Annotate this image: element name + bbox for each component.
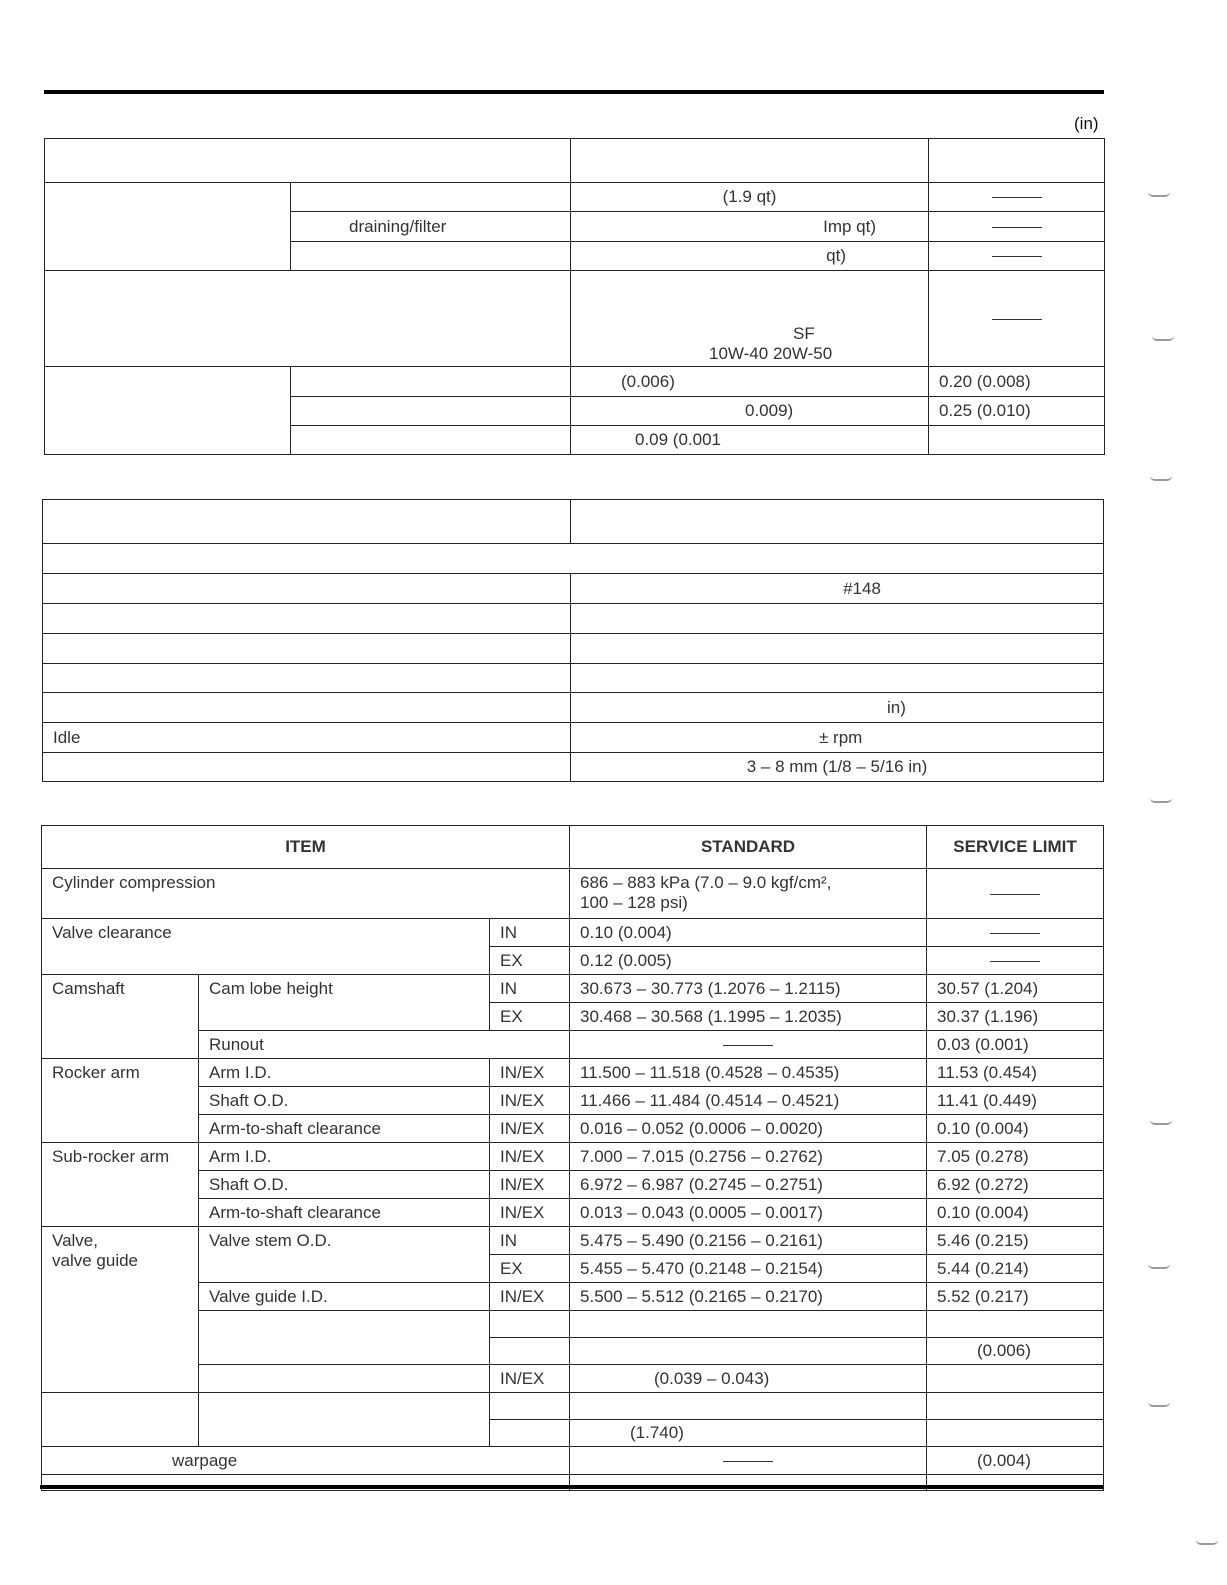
item-cell bbox=[43, 664, 571, 693]
side-cell: IN/EX bbox=[490, 1143, 570, 1171]
fuel-system-spec-table bbox=[42, 499, 1104, 782]
item-cell bbox=[45, 271, 571, 367]
dash-mark bbox=[990, 894, 1040, 895]
page-edge-mark bbox=[1148, 192, 1170, 197]
table-row bbox=[42, 1143, 1104, 1171]
limit-cell bbox=[927, 1393, 1104, 1420]
value-cell bbox=[571, 664, 1104, 693]
standard-header: STANDARD bbox=[570, 826, 927, 869]
standard-cell bbox=[571, 271, 929, 367]
service-limit-header: SERVICE LIMIT bbox=[927, 826, 1104, 869]
table-row bbox=[43, 693, 1104, 723]
header-cell bbox=[45, 139, 571, 183]
table-row bbox=[42, 1031, 1104, 1059]
standard-cell: 11.500 – 11.518 (0.4528 – 0.4535) bbox=[570, 1059, 927, 1087]
standard-cell bbox=[570, 1447, 927, 1475]
table-row bbox=[43, 753, 1104, 782]
dash-mark bbox=[992, 256, 1042, 257]
limit-cell bbox=[927, 1420, 1104, 1447]
sub-item-cell: Arm I.D. bbox=[199, 1143, 490, 1171]
table-row bbox=[43, 604, 1104, 634]
table-row bbox=[42, 1087, 1104, 1115]
page-edge-mark bbox=[1148, 1264, 1170, 1269]
side-cell: IN/EX bbox=[490, 1087, 570, 1115]
side-cell: IN/EX bbox=[490, 1365, 570, 1393]
limit-cell: 0.10 (0.004) bbox=[927, 1115, 1104, 1143]
cylinder-compression-label: Cylinder compression bbox=[42, 869, 570, 919]
limit-cell bbox=[927, 1365, 1104, 1393]
standard-cell: 5.500 – 5.512 (0.2165 – 0.2170) bbox=[570, 1283, 927, 1311]
table-header-row bbox=[43, 500, 1104, 544]
sub-item-cell bbox=[199, 1365, 490, 1393]
standard-cell: 0.09 (0.001 bbox=[571, 426, 929, 455]
table-row bbox=[42, 1447, 1104, 1475]
item-cell bbox=[291, 242, 571, 271]
item-header: ITEM bbox=[42, 826, 570, 869]
page-edge-mark bbox=[1150, 476, 1172, 481]
item-cell bbox=[43, 574, 571, 604]
limit-cell: 5.46 (0.215) bbox=[927, 1227, 1104, 1255]
sub-item-cell bbox=[199, 1311, 490, 1365]
side-cell: EX bbox=[490, 1255, 570, 1283]
valve-label-line2: valve guide bbox=[52, 1251, 139, 1270]
dash-mark bbox=[992, 319, 1042, 320]
table-row bbox=[42, 1199, 1104, 1227]
page-edge-mark bbox=[1150, 1120, 1172, 1125]
camshaft-label: Camshaft bbox=[42, 975, 199, 1059]
header-cell bbox=[929, 139, 1105, 183]
item-cell bbox=[291, 183, 571, 212]
header-cell bbox=[43, 500, 571, 544]
standard-cell bbox=[570, 1311, 927, 1338]
standard-cell: (0.039 – 0.043) bbox=[570, 1365, 927, 1393]
sub-item-cell: Shaft O.D. bbox=[199, 1087, 490, 1115]
group-label bbox=[42, 1393, 199, 1447]
standard-cell: Imp qt) bbox=[571, 212, 929, 242]
limit-cell: 11.53 (0.454) bbox=[927, 1059, 1104, 1087]
side-cell: IN bbox=[490, 919, 570, 947]
limit-cell bbox=[929, 183, 1105, 212]
standard-cell: 5.475 – 5.490 (0.2156 – 0.2161) bbox=[570, 1227, 927, 1255]
standard-cell: 7.000 – 7.015 (0.2756 – 0.2762) bbox=[570, 1143, 927, 1171]
oil-viscosity: 10W-40 20W-50 bbox=[709, 344, 833, 363]
side-cell bbox=[490, 1311, 570, 1338]
item-cell: Idle bbox=[43, 723, 571, 753]
standard-cell: 30.673 – 30.773 (1.2076 – 1.2115) bbox=[570, 975, 927, 1003]
limit-cell: (0.006) bbox=[927, 1338, 1104, 1365]
table-row bbox=[43, 544, 1104, 574]
table-row bbox=[45, 367, 1105, 397]
limit-cell bbox=[929, 271, 1105, 367]
item-cell bbox=[43, 634, 571, 664]
side-cell: IN/EX bbox=[490, 1199, 570, 1227]
rocker-arm-label: Rocker arm bbox=[42, 1059, 199, 1143]
table-header-row bbox=[42, 826, 1104, 869]
limit-cell: 0.03 (0.001) bbox=[927, 1031, 1104, 1059]
table-row bbox=[42, 975, 1104, 1003]
sub-rocker-arm-label: Sub-rocker arm bbox=[42, 1143, 199, 1227]
dash-mark bbox=[723, 1045, 773, 1046]
sub-item-cell: Shaft O.D. bbox=[199, 1171, 490, 1199]
top-rule bbox=[44, 90, 1104, 94]
table-row bbox=[42, 1227, 1104, 1255]
value-cell: in) bbox=[571, 693, 1104, 723]
group-label bbox=[45, 367, 291, 455]
limit-cell: (0.004) bbox=[927, 1447, 1104, 1475]
dash-mark bbox=[992, 197, 1042, 198]
limit-cell: 30.37 (1.196) bbox=[927, 1003, 1104, 1031]
side-cell bbox=[490, 1393, 570, 1420]
compression-line1: 686 – 883 kPa (7.0 – 9.0 kgf/cm², bbox=[580, 873, 832, 892]
unit-label: (in) bbox=[1074, 114, 1099, 133]
page-edge-mark bbox=[1150, 798, 1172, 803]
limit-cell: 30.57 (1.204) bbox=[927, 975, 1104, 1003]
standard-cell: 5.455 – 5.470 (0.2148 – 0.2154) bbox=[570, 1255, 927, 1283]
limit-cell: 0.20 (0.008) bbox=[929, 367, 1105, 397]
sub-item-cell bbox=[199, 1393, 490, 1447]
valve-clearance-label: Valve clearance bbox=[42, 919, 490, 975]
standard-cell: 0.016 – 0.052 (0.0006 – 0.0020) bbox=[570, 1115, 927, 1143]
table-row bbox=[43, 723, 1104, 753]
cam-lobe-height-label: Cam lobe height bbox=[199, 975, 490, 1031]
value-cell: ± rpm bbox=[571, 723, 1104, 753]
standard-cell bbox=[570, 1338, 927, 1365]
limit-cell bbox=[927, 919, 1104, 947]
limit-cell: 11.41 (0.449) bbox=[927, 1087, 1104, 1115]
side-cell: IN bbox=[490, 975, 570, 1003]
limit-cell bbox=[927, 1311, 1104, 1338]
item-cell bbox=[43, 693, 571, 723]
side-cell bbox=[490, 1338, 570, 1365]
side-cell: IN bbox=[490, 1227, 570, 1255]
table-row bbox=[42, 1283, 1104, 1311]
limit-cell: 5.52 (0.217) bbox=[927, 1283, 1104, 1311]
standard-cell: 0.12 (0.005) bbox=[570, 947, 927, 975]
standard-cell: 6.972 – 6.987 (0.2745 – 0.2751) bbox=[570, 1171, 927, 1199]
standard-cell: (0.006) bbox=[571, 367, 929, 397]
value-cell bbox=[571, 634, 1104, 664]
warpage-label: warpage bbox=[42, 1447, 570, 1475]
value-cell bbox=[571, 604, 1104, 634]
side-cell: EX bbox=[490, 1003, 570, 1031]
table-row bbox=[42, 1365, 1104, 1393]
limit-cell bbox=[929, 426, 1105, 455]
page-edge-mark bbox=[1152, 336, 1174, 341]
oil-grade: SF bbox=[793, 324, 815, 343]
table-row bbox=[42, 1059, 1104, 1087]
item-cell: draining/filter bbox=[291, 212, 571, 242]
value-cell: 3 – 8 mm (1/8 – 5/16 in) bbox=[571, 753, 1104, 782]
side-cell: IN/EX bbox=[490, 1059, 570, 1087]
side-cell: IN/EX bbox=[490, 1171, 570, 1199]
section-row bbox=[43, 544, 1104, 574]
standard-cell bbox=[570, 1393, 927, 1420]
valve-stem-od-label: Valve stem O.D. bbox=[199, 1227, 490, 1283]
table-row bbox=[42, 1115, 1104, 1143]
standard-cell bbox=[570, 869, 927, 919]
standard-cell: (1.9 qt) bbox=[571, 183, 929, 212]
limit-cell: 0.10 (0.004) bbox=[927, 1199, 1104, 1227]
standard-cell: 0.10 (0.004) bbox=[570, 919, 927, 947]
limit-cell bbox=[927, 947, 1104, 975]
sub-item-cell: Valve guide I.D. bbox=[199, 1283, 490, 1311]
valve-label-line1: Valve, bbox=[52, 1231, 98, 1250]
side-cell bbox=[490, 1420, 570, 1447]
header-cell bbox=[571, 500, 1104, 544]
side-cell: IN/EX bbox=[490, 1115, 570, 1143]
side-cell: IN/EX bbox=[490, 1283, 570, 1311]
cylinder-head-spec-table bbox=[41, 825, 1104, 1491]
item-cell bbox=[43, 604, 571, 634]
table-row bbox=[42, 1393, 1104, 1420]
standard-cell: 11.466 – 11.484 (0.4514 – 0.4521) bbox=[570, 1087, 927, 1115]
item-cell bbox=[43, 753, 571, 782]
page-edge-mark bbox=[1196, 1540, 1218, 1545]
limit-cell: 7.05 (0.278) bbox=[927, 1143, 1104, 1171]
sub-item-cell: Arm-to-shaft clearance bbox=[199, 1199, 490, 1227]
table-row bbox=[43, 634, 1104, 664]
lubrication-spec-table bbox=[44, 138, 1105, 455]
dash-mark bbox=[723, 1461, 773, 1462]
limit-cell bbox=[929, 212, 1105, 242]
standard-cell: 0.009) bbox=[571, 397, 929, 426]
limit-cell: 6.92 (0.272) bbox=[927, 1171, 1104, 1199]
standard-cell: (1.740) bbox=[570, 1420, 927, 1447]
page-edge-mark bbox=[1148, 1402, 1170, 1407]
bottom-rule bbox=[40, 1485, 1103, 1489]
dash-mark bbox=[990, 961, 1040, 962]
table-row bbox=[45, 271, 1105, 367]
table-row bbox=[43, 574, 1104, 604]
table-row bbox=[42, 1311, 1104, 1338]
sub-item-cell: Arm-to-shaft clearance bbox=[199, 1115, 490, 1143]
limit-cell bbox=[927, 869, 1104, 919]
standard-cell: qt) bbox=[571, 242, 929, 271]
table-header-row bbox=[45, 139, 1105, 183]
limit-cell bbox=[929, 242, 1105, 271]
value-cell: #148 bbox=[571, 574, 1104, 604]
dash-mark bbox=[992, 227, 1042, 228]
header-cell bbox=[571, 139, 929, 183]
standard-cell bbox=[570, 1031, 927, 1059]
table-row bbox=[42, 919, 1104, 947]
compression-line2: 100 – 128 psi) bbox=[580, 893, 688, 912]
standard-cell: 0.013 – 0.043 (0.0005 – 0.0017) bbox=[570, 1199, 927, 1227]
table-row bbox=[42, 1171, 1104, 1199]
table-row bbox=[43, 664, 1104, 693]
limit-cell: 0.25 (0.010) bbox=[929, 397, 1105, 426]
dash-mark bbox=[990, 933, 1040, 934]
item-cell bbox=[291, 397, 571, 426]
valve-guide-label bbox=[42, 1227, 199, 1393]
side-cell: EX bbox=[490, 947, 570, 975]
item-cell bbox=[291, 367, 571, 397]
table-row bbox=[45, 183, 1105, 212]
runout-label: Runout bbox=[199, 1031, 570, 1059]
item-cell bbox=[291, 426, 571, 455]
table-row bbox=[42, 869, 1104, 919]
group-label bbox=[45, 183, 291, 271]
standard-cell: 30.468 – 30.568 (1.1995 – 1.2035) bbox=[570, 1003, 927, 1031]
sub-item-cell: Arm I.D. bbox=[199, 1059, 490, 1087]
limit-cell: 5.44 (0.214) bbox=[927, 1255, 1104, 1283]
